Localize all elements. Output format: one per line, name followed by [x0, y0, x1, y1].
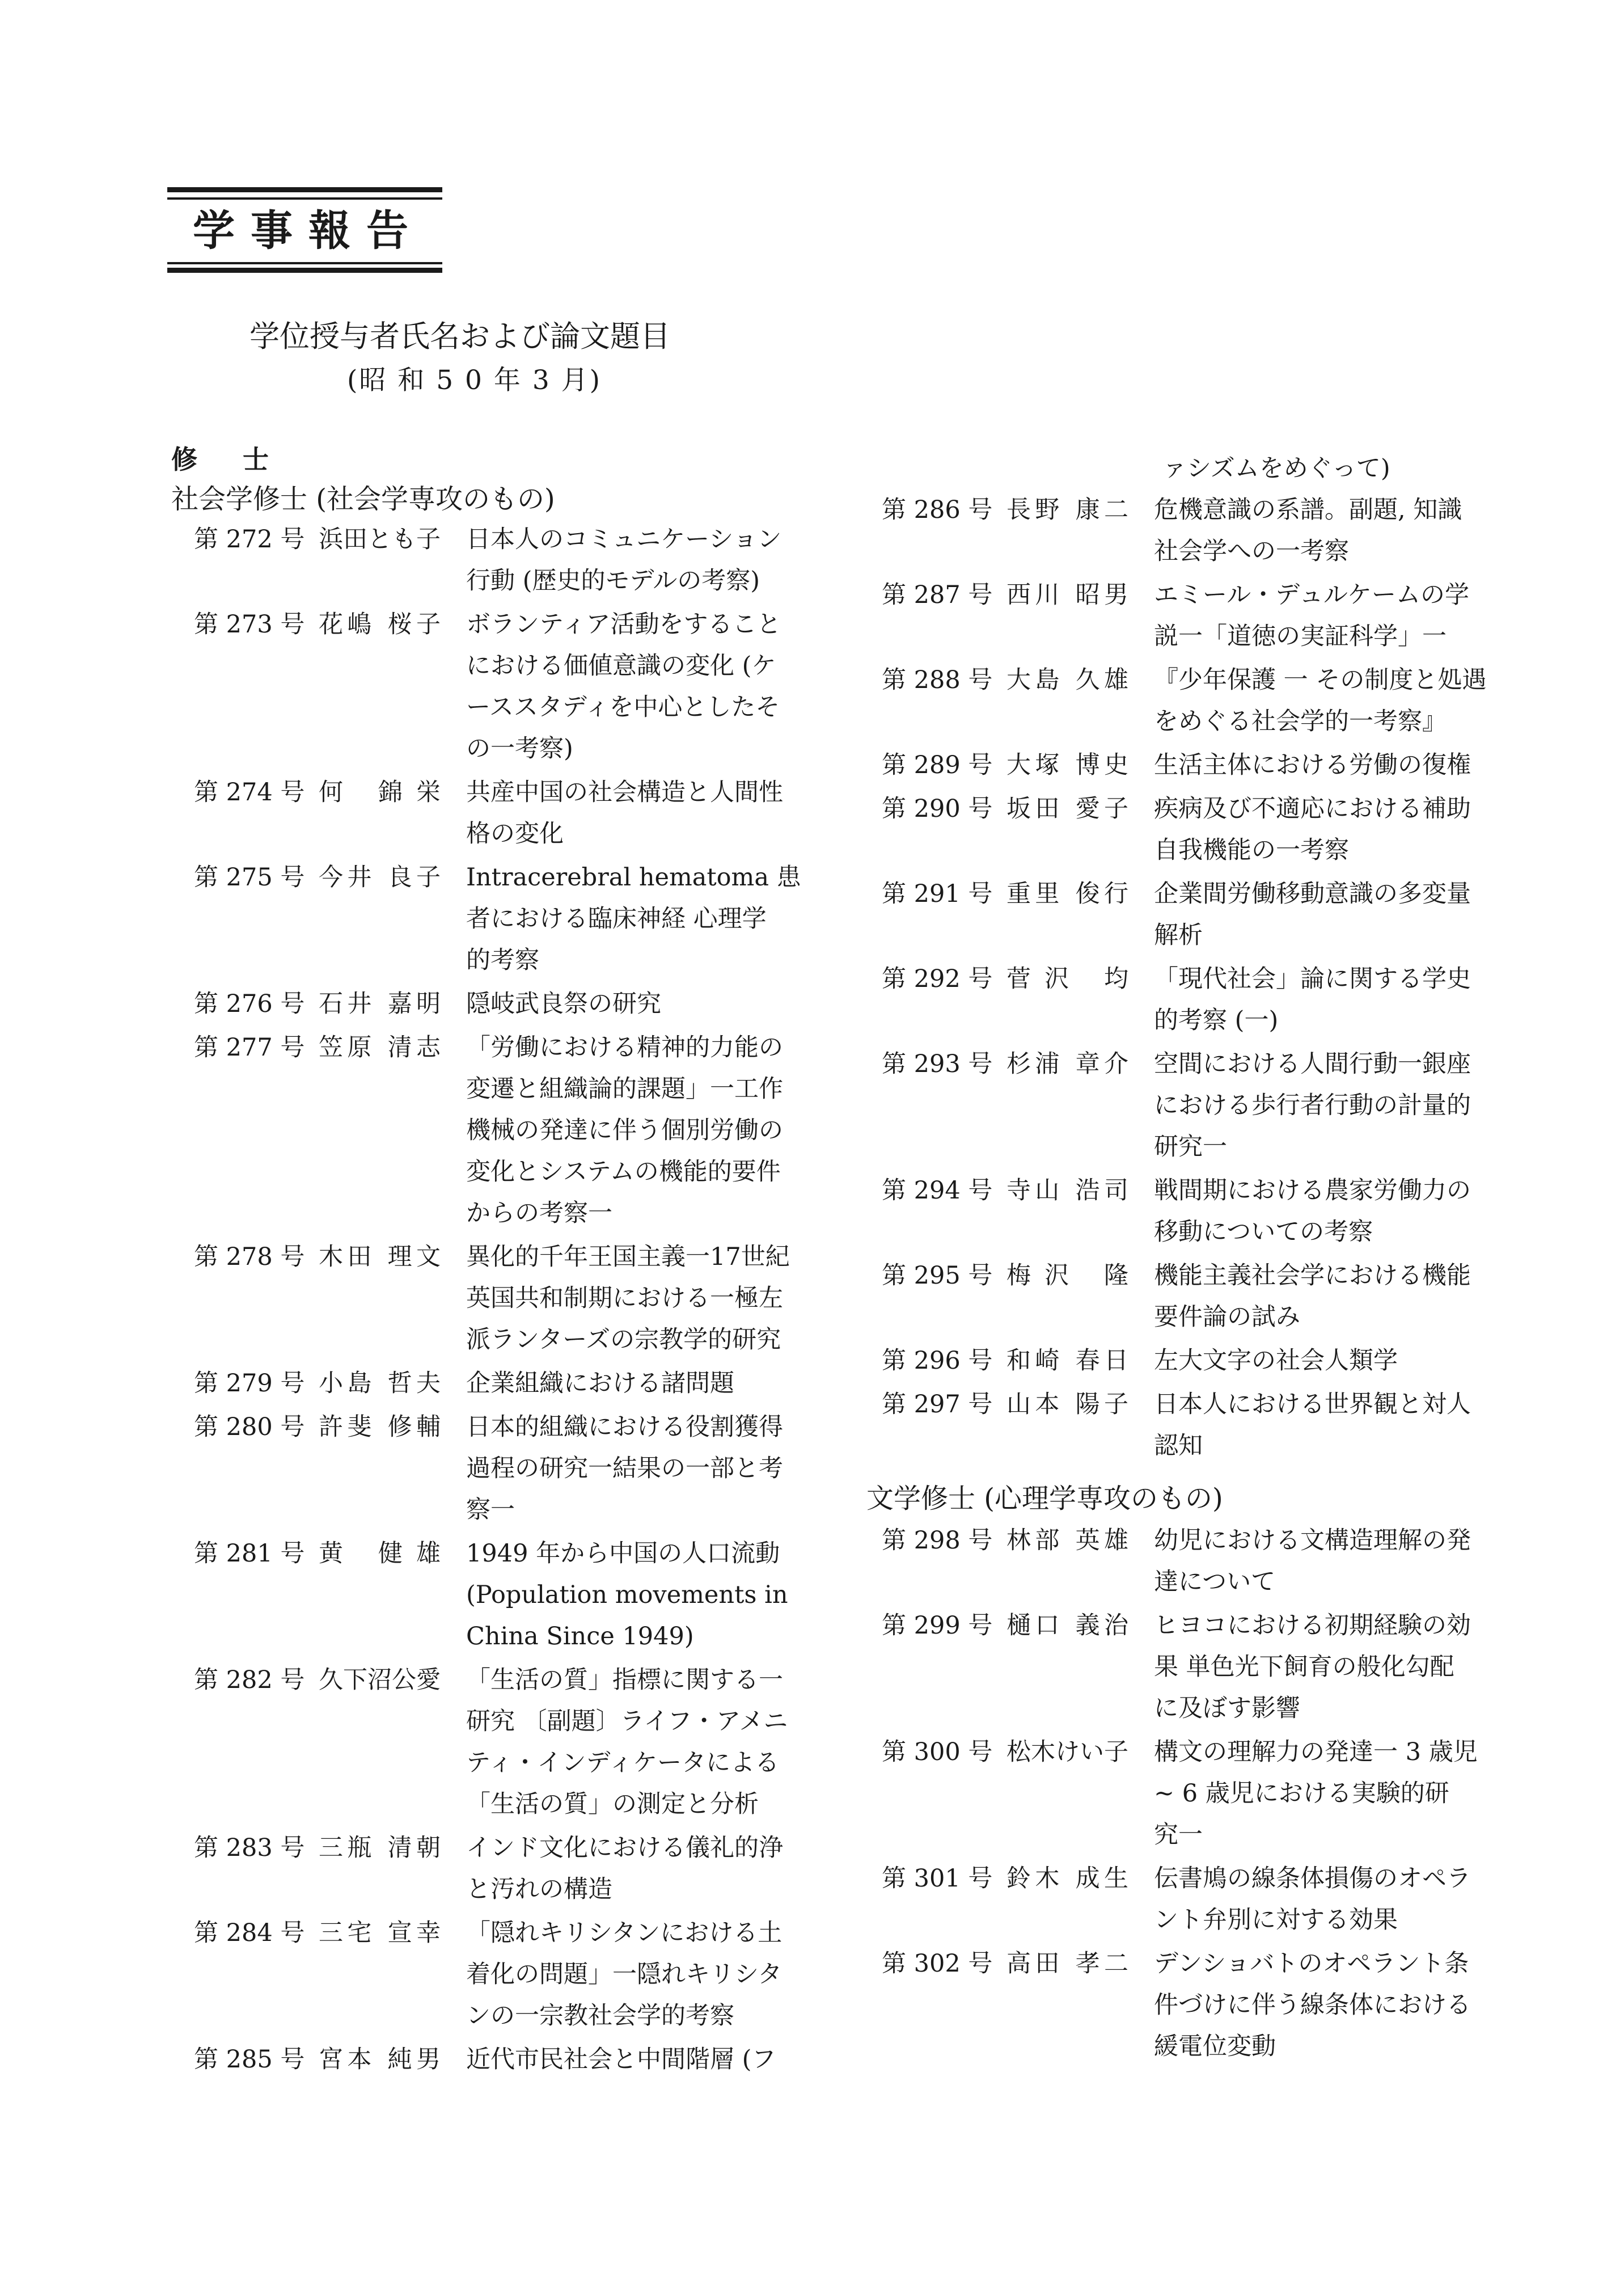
entry-number: 第 281 号: [194, 1539, 305, 1568]
entry-number: 第 290 号: [882, 795, 993, 823]
thesis-title-line: 自我機能の一考察: [1154, 836, 1349, 864]
title-rule-top-thick: [167, 187, 442, 192]
thesis-title-line: 認知: [1154, 1432, 1203, 1460]
entry-number: 第 287 号: [882, 581, 993, 609]
recipient-name: 大塚 博史: [1006, 751, 1128, 779]
thesis-title-line: 達について: [1154, 1568, 1276, 1596]
thesis-title: [1154, 575, 1483, 657]
recipient-name: 何 錦栄: [319, 778, 441, 807]
thesis-title-line: ~ 6 歳児における実験的研: [1154, 1779, 1449, 1808]
thesis-title-line: 日本人における世界観と対人: [1154, 1390, 1471, 1419]
recipient-name: 大島 久雄: [1006, 666, 1128, 694]
thesis-title-line: 危機意識の系譜。副題, 知識: [1154, 496, 1462, 524]
entry-number: 第 294 号: [882, 1176, 993, 1205]
continued-title-line: ァシズムをめぐって): [1162, 454, 1390, 483]
recipient-name: 黄 健雄: [319, 1539, 441, 1568]
thesis-title-line: 機械の発達に伴う個別労働の: [466, 1116, 783, 1145]
thesis-title-line: 隠岐武良祭の研究: [466, 990, 661, 1018]
recipient-name: 菅沢 均: [1006, 965, 1128, 993]
thesis-title-line: 幼児における文構造理解の発: [1154, 1526, 1471, 1555]
thesis-title: [1154, 1255, 1483, 1338]
entry-number: 第 279 号: [194, 1369, 305, 1398]
recipient-name: 和崎 春日: [1006, 1347, 1128, 1375]
thesis-title: [466, 1363, 795, 1404]
thesis-title-line: 説一「道徳の実証科学」一: [1154, 622, 1447, 651]
thesis-title-line: ーススタディを中心としたそ: [466, 693, 780, 721]
thesis-title: [466, 1533, 795, 1657]
thesis-title-line: 行動 (歴史的モデルの考察): [466, 567, 760, 595]
recipient-name: 石井 嘉明: [319, 990, 441, 1018]
recipient-name: 木田 理文: [319, 1243, 441, 1271]
thesis-title: [466, 984, 795, 1025]
thesis-title-line: 的考察: [466, 946, 539, 974]
thesis-title: [1154, 788, 1483, 871]
title-rule-bottom-thick: [167, 268, 442, 273]
thesis-title-line: 構文の理解力の発達一 3 歳児: [1154, 1738, 1478, 1766]
thesis-title: [1154, 745, 1483, 786]
thesis-title-line: 移動についての考察: [1154, 1218, 1373, 1246]
thesis-title-line: 「生活の質」の測定と分析: [466, 1790, 759, 1818]
entry-number: 第 295 号: [882, 1261, 993, 1290]
thesis-title-line: ボランティア活動をすること: [466, 610, 781, 639]
thesis-title-line: 「労働における精神的力能の: [466, 1033, 783, 1062]
recipient-name: 久下沼公愛: [319, 1666, 441, 1694]
entry-number: 第 298 号: [882, 1526, 993, 1555]
thesis-title: [466, 1407, 795, 1531]
thesis-title-line: 1949 年から中国の人口流動: [466, 1539, 780, 1568]
entry-number: 第 285 号: [194, 2045, 305, 2074]
entry-number: 第 273 号: [194, 610, 305, 639]
thesis-title: [466, 2039, 795, 2080]
recipient-name: 浜田とも子: [319, 525, 441, 554]
recipient-name: 山本 陽子: [1006, 1390, 1128, 1419]
recipient-name: 梅沢 隆: [1006, 1261, 1128, 1290]
thesis-title: [1154, 1044, 1483, 1168]
thesis-title: [1154, 1732, 1483, 1856]
entry-number: 第 286 号: [882, 496, 993, 524]
thesis-title-line: 共産中国の社会構造と人間性: [466, 778, 783, 807]
recipient-name: 鈴木 成生: [1006, 1864, 1128, 1893]
entry-number: 第 284 号: [194, 1919, 305, 1947]
thesis-title-line: 英国共和制期における一極左: [466, 1284, 783, 1312]
thesis-title-line: における価値意識の変化 (ケ: [466, 652, 776, 680]
thesis-title: [466, 857, 801, 981]
thesis-title-line: における歩行者行動の計量的: [1154, 1091, 1471, 1120]
recipient-name: 笠原 清志: [319, 1033, 441, 1062]
thesis-title-line: 『少年保護 一 その制度と処遇: [1154, 666, 1487, 694]
thesis-title: [1154, 1520, 1483, 1603]
thesis-title-line: に及ぼす影響: [1154, 1694, 1300, 1723]
thesis-title-line: 生活主体における労働の復権: [1154, 751, 1471, 779]
thesis-title-line: からの考察一: [466, 1199, 612, 1227]
thesis-title-line: 戦間期における農家労働力の: [1154, 1176, 1471, 1205]
entry-number: 第 274 号: [194, 778, 305, 807]
recipient-name: 樋口 義治: [1006, 1611, 1128, 1640]
thesis-title-line: Intracerebral hematoma 患: [466, 863, 801, 892]
thesis-title-line: ント弁別に対する効果: [1154, 1906, 1398, 1934]
thesis-title-line: 「隠れキリシタンにおける土: [466, 1919, 783, 1947]
entry-number: 第 299 号: [882, 1611, 993, 1640]
recipient-name: 西川 昭男: [1006, 581, 1128, 609]
thesis-title-line: 果 単色光下飼育の般化勾配: [1154, 1653, 1454, 1681]
thesis-title-line: 要件論の試み: [1154, 1303, 1300, 1331]
thesis-title-line: 左大文字の社会人類学: [1154, 1347, 1398, 1375]
recipient-name: 高田 孝二: [1006, 1949, 1128, 1978]
category-sociology: 社会学修士 (社会学専攻のもの): [171, 483, 555, 515]
entry-number: 第 283 号: [194, 1834, 305, 1862]
thesis-title: [466, 1236, 795, 1361]
thesis-title-line: 緩電位変動: [1154, 2032, 1276, 2061]
thesis-title-line: インド文化における儀礼的浄: [466, 1834, 783, 1862]
date-line: (昭 和 5 0 年 3 月): [347, 365, 602, 396]
entry-number: 第 291 号: [882, 880, 993, 908]
page-subtitle: 学位授与者氏名および論文題目: [249, 319, 670, 354]
thesis-title-line: ンの一宗教社会学的考察: [466, 2002, 734, 2030]
thesis-title-line: 格の変化: [466, 820, 564, 848]
thesis-title-line: 解析: [1154, 921, 1203, 949]
thesis-title: [1154, 1605, 1483, 1729]
thesis-title-line: 着化の問題」一隠れキリシタ: [466, 1960, 783, 1989]
recipient-name: 長野 康二: [1006, 496, 1128, 524]
thesis-title-line: 過程の研究一結果の一部と考: [466, 1454, 783, 1483]
thesis-title-line: 異化的千年王国主義一17世紀: [466, 1243, 790, 1271]
thesis-title: [466, 519, 795, 602]
thesis-title-line: ヒヨコにおける初期経験の効: [1154, 1611, 1471, 1640]
thesis-title-line: 究一: [1154, 1821, 1203, 1849]
thesis-title: [1154, 489, 1483, 572]
recipient-name: 宮本 純男: [319, 2045, 441, 2074]
recipient-name: 小島 哲夫: [319, 1369, 441, 1398]
thesis-title-line: ティ・インディケータによる: [466, 1749, 780, 1777]
degree-header: 修 士: [171, 444, 287, 475]
thesis-title-line: 変化とシステムの機能的要件: [466, 1158, 781, 1186]
thesis-title-line: 空間における人間行動一銀座: [1154, 1050, 1471, 1078]
thesis-title: [1154, 1170, 1483, 1253]
thesis-title: [466, 772, 795, 855]
thesis-title-line: 派ランターズの宗教学的研究: [466, 1326, 781, 1354]
recipient-name: 三宅 宣幸: [319, 1919, 441, 1947]
recipient-name: 林部 英雄: [1006, 1526, 1128, 1555]
thesis-title-line: China Since 1949): [466, 1622, 694, 1651]
entry-number: 第 293 号: [882, 1050, 993, 1078]
entry-number: 第 297 号: [882, 1390, 993, 1419]
thesis-title-line: 変遷と組織論的課題」一工作: [466, 1075, 783, 1103]
thesis-title-line: (Population movements in: [466, 1581, 788, 1609]
recipient-name: 寺山 浩司: [1006, 1176, 1128, 1205]
thesis-title-line: 日本的組織における役割獲得: [466, 1413, 783, 1441]
entry-number: 第 301 号: [882, 1864, 993, 1893]
entry-number: 第 280 号: [194, 1413, 305, 1441]
entry-number: 第 277 号: [194, 1033, 305, 1062]
thesis-title: [466, 1913, 795, 2037]
entry-number: 第 300 号: [882, 1738, 993, 1766]
entry-number: 第 296 号: [882, 1347, 993, 1375]
title-rule-top-thin: [167, 197, 442, 200]
thesis-title: [1154, 660, 1487, 742]
recipient-name: 許斐 修輔: [319, 1413, 441, 1441]
recipient-name: 坂田 愛子: [1006, 795, 1128, 823]
entry-number: 第 288 号: [882, 666, 993, 694]
recipient-name: 松木けい子: [1006, 1738, 1128, 1766]
entry-number: 第 289 号: [882, 751, 993, 779]
recipient-name: 杉浦 章介: [1006, 1050, 1128, 1078]
thesis-title-line: 「生活の質」指標に関する一: [466, 1666, 783, 1694]
entry-number: 第 272 号: [194, 525, 305, 554]
thesis-title-line: 「現代社会」論に関する学史: [1154, 965, 1471, 993]
thesis-title-line: と汚れの構造: [466, 1875, 612, 1904]
thesis-title: [1154, 1340, 1483, 1382]
thesis-title: [466, 1027, 795, 1234]
thesis-title-line: 企業組織における諸問題: [466, 1369, 734, 1398]
thesis-title-line: 社会学への一考察: [1154, 537, 1349, 565]
recipient-name: 重里 俊行: [1006, 880, 1128, 908]
thesis-title: [1154, 1943, 1483, 2067]
thesis-title: [1154, 959, 1483, 1041]
thesis-title-line: 者における臨床神経 心理学: [466, 905, 767, 933]
thesis-title: [466, 1827, 795, 1910]
thesis-title: [466, 604, 795, 770]
recipient-name: 今井 良子: [319, 863, 441, 892]
thesis-title-line: 近代市民社会と中間階層 (フ: [466, 2045, 776, 2074]
thesis-title-line: エミール・デュルケームの学: [1154, 581, 1469, 609]
thesis-title-line: 的考察 (一): [1154, 1006, 1279, 1035]
thesis-title-line: 研究 〔副題〕ライフ・アメニ: [466, 1707, 788, 1736]
thesis-title: [1154, 1858, 1483, 1941]
entry-number: 第 278 号: [194, 1243, 305, 1271]
title-rule-bottom-thin: [167, 262, 442, 264]
recipient-name: 三瓶 清朝: [319, 1834, 441, 1862]
thesis-title-line: 件づけに伴う線条体における: [1154, 1991, 1471, 2019]
thesis-title-line: 機能主義社会学における機能: [1154, 1261, 1471, 1290]
thesis-title-line: デンショバトのオペラント条: [1154, 1949, 1469, 1978]
thesis-title-line: 伝書鳩の線条体損傷のオペラ: [1154, 1864, 1471, 1893]
entry-number: 第 292 号: [882, 965, 993, 993]
category-psychology: 文学修士 (心理学専攻のもの): [866, 1483, 1223, 1514]
thesis-title-line: をめぐる社会学的一考察』: [1154, 707, 1447, 736]
thesis-title-line: 察一: [466, 1496, 515, 1524]
entry-number: 第 275 号: [194, 863, 305, 892]
entry-number: 第 276 号: [194, 990, 305, 1018]
thesis-title: [1154, 1384, 1483, 1467]
thesis-title-line: 企業間労働移動意識の多変量: [1154, 880, 1471, 908]
entry-number: 第 282 号: [194, 1666, 305, 1694]
thesis-title-line: 研究一: [1154, 1133, 1227, 1161]
entry-number: 第 302 号: [882, 1949, 993, 1978]
thesis-title: [1154, 873, 1483, 956]
thesis-title-line: の一考察): [466, 735, 573, 763]
thesis-title-line: 日本人のコミュニケーション: [466, 525, 782, 554]
section-title: 学事報告: [193, 206, 424, 255]
recipient-name: 花嶋 桜子: [319, 610, 441, 639]
thesis-title-line: 疾病及び不適応における補助: [1154, 795, 1471, 823]
thesis-title: [466, 1660, 795, 1825]
